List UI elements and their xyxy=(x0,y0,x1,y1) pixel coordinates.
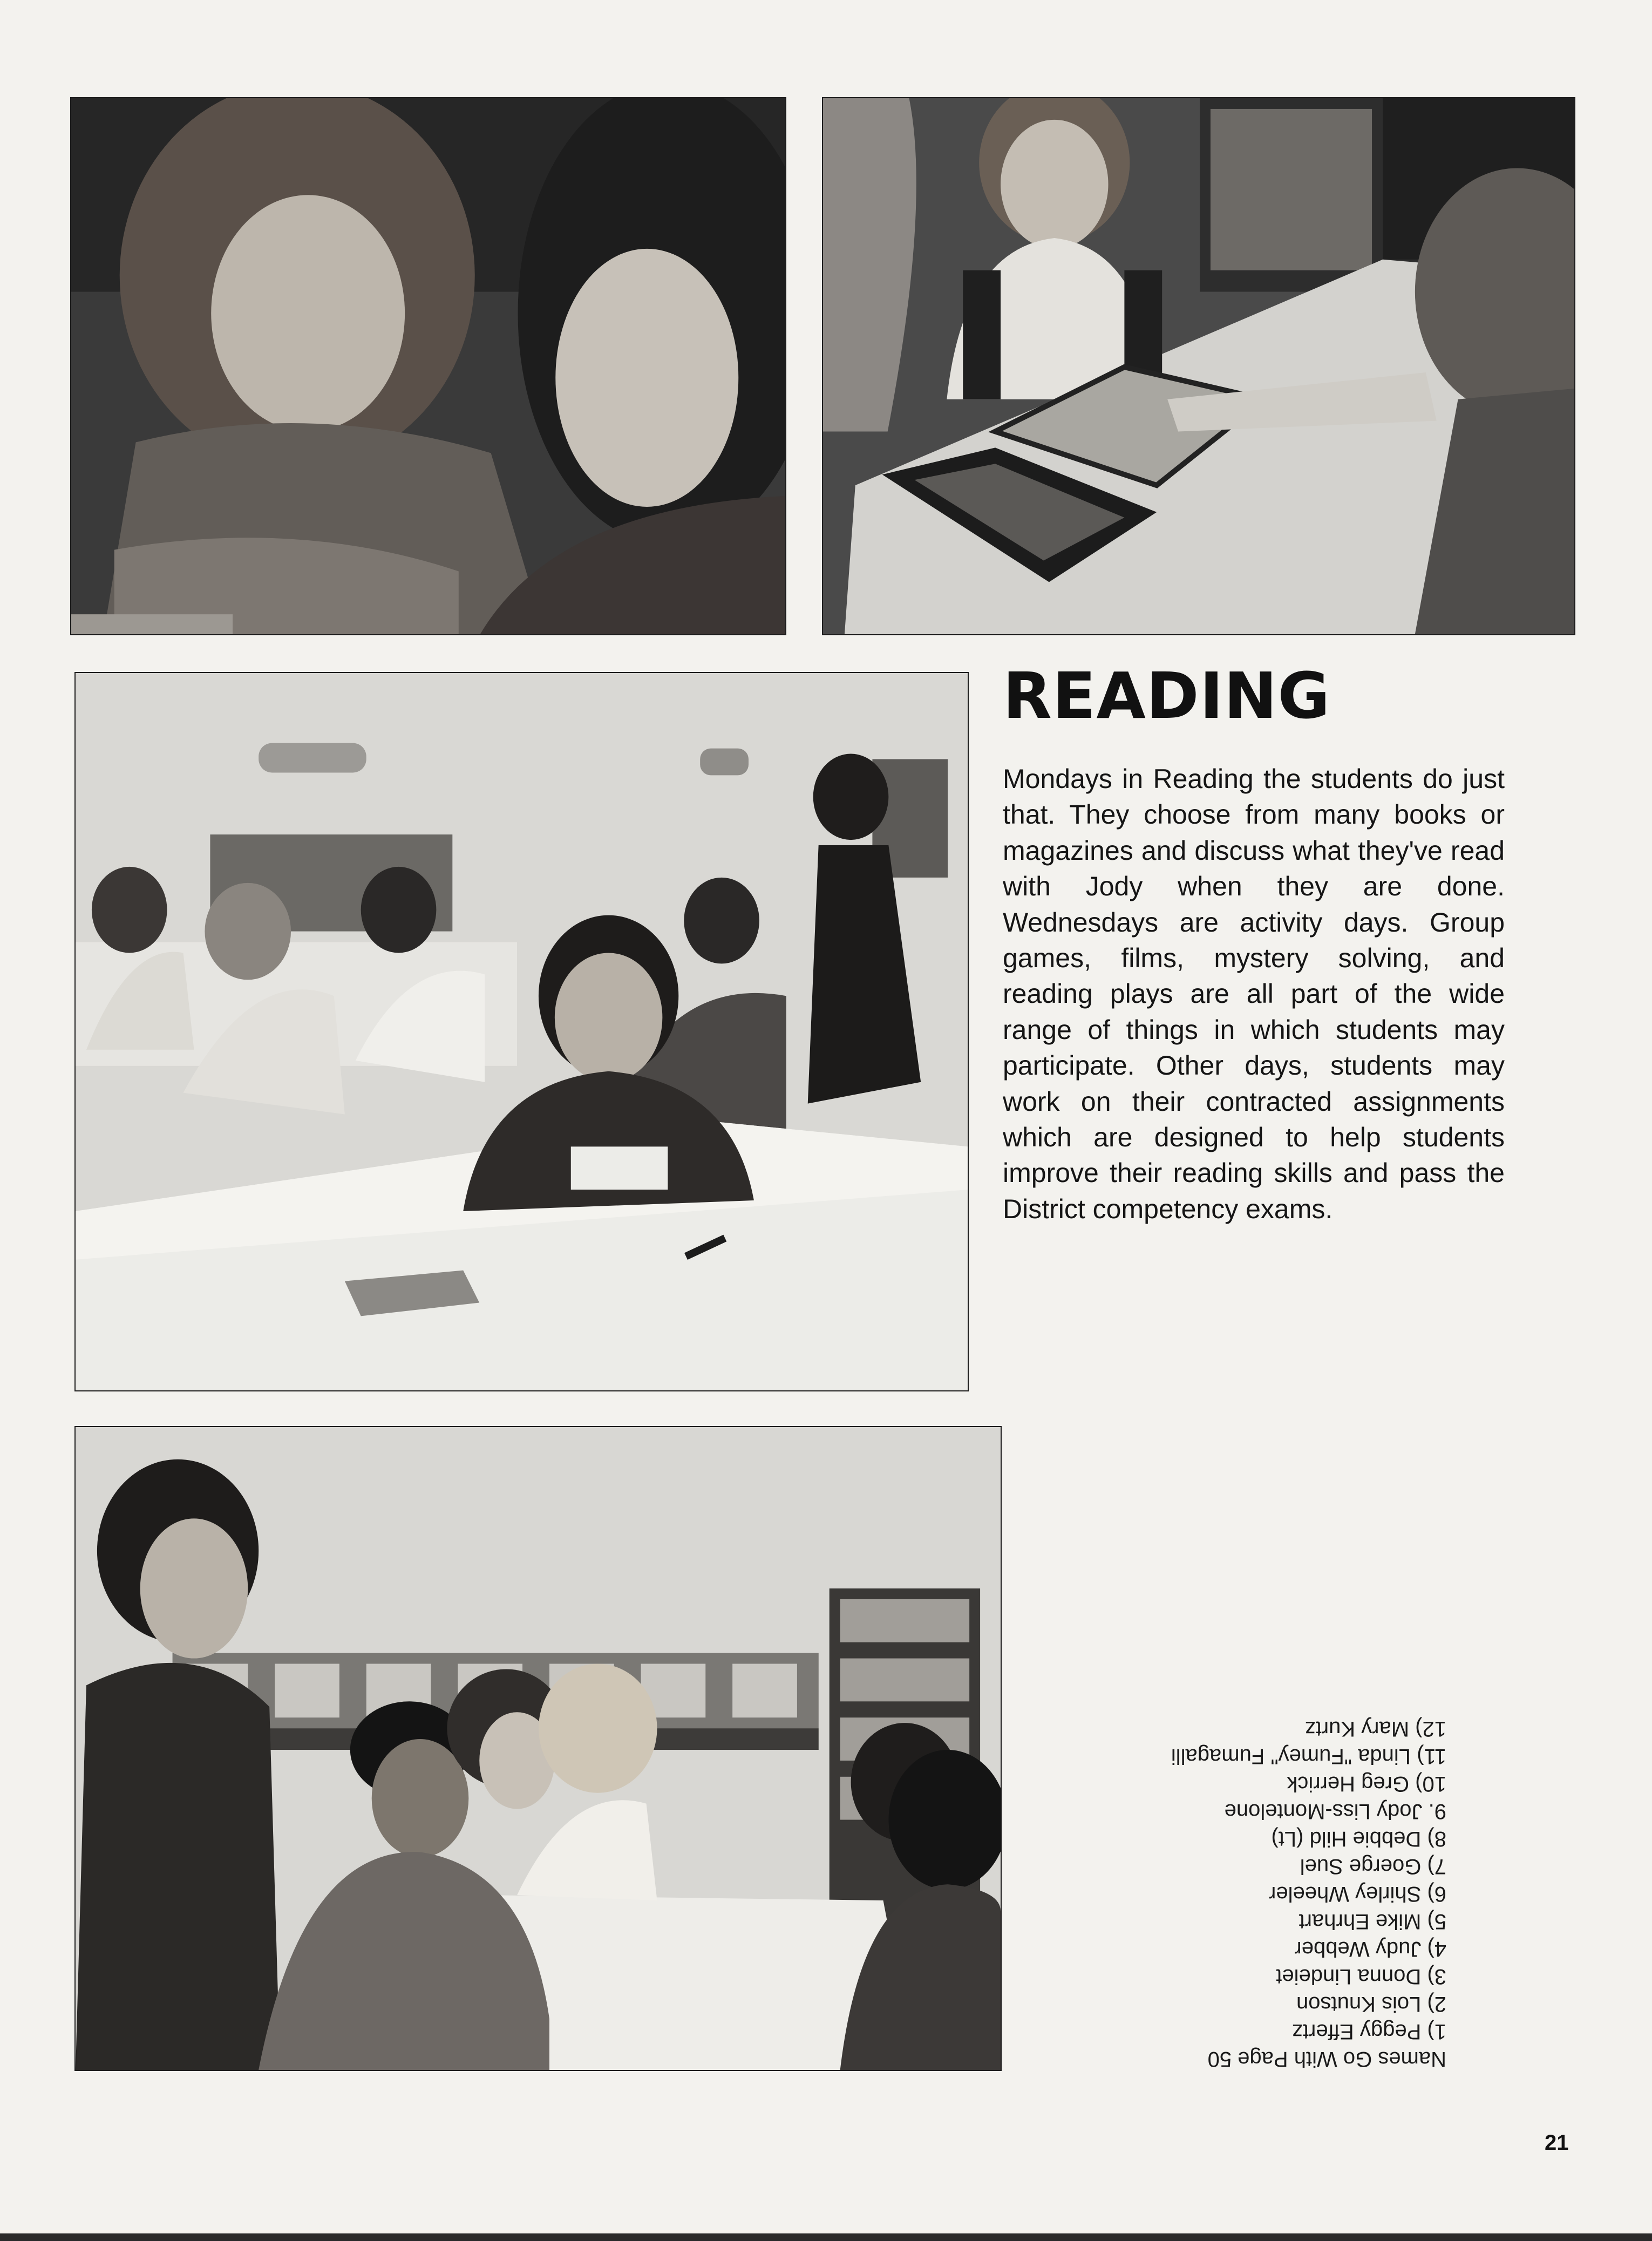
photo-students-at-table xyxy=(74,1426,1002,2071)
list-item: 7) Goerge Suel xyxy=(1300,1855,1446,1878)
photo-classroom-reading xyxy=(74,672,969,1391)
list-item: 12) Mary Kurtz xyxy=(1304,1717,1446,1741)
list-item: 11) Linda "Fumey" Fumagalli xyxy=(1171,1744,1446,1768)
page-title: READING xyxy=(1003,658,1331,733)
list-item: 9. Jody Liss-Montelone xyxy=(1224,1799,1446,1823)
list-item: 1) Peggy Effertz xyxy=(1291,2020,1446,2043)
page-bottom-edge xyxy=(0,2233,1652,2241)
page-number: 21 xyxy=(1545,2131,1569,2155)
names-caption-list xyxy=(1047,1716,1446,2073)
list-item: 4) Judy Webber xyxy=(1294,1937,1446,1961)
list-item: 6) Shirley Wheeler xyxy=(1268,1882,1446,1906)
list-item: 5) Mike Ehrhart xyxy=(1299,1910,1446,1933)
names-heading: Names Go With Page 50 xyxy=(1207,2047,1446,2071)
list-item: 10) Greg Herrick xyxy=(1287,1772,1446,1796)
photo-two-students-talking xyxy=(70,97,786,635)
photo-scrabble-game xyxy=(822,97,1575,635)
list-item: 2) Lois Knutson xyxy=(1296,1992,1446,2016)
article-body: Mondays in Reading the students do just that. They choose from many books or magazines and discuss what they've read with Jody when they are done. Wednesdays are activity days. Group games, films, mystery solving, and reading plays are all part of the wide range of things in which students may participate. Other days, students may work on their contracted assignments which are designed to help students improve their reading skills and pass the District competency exams. xyxy=(1003,764,1505,1224)
list-item: 3) Donna Lindeiet xyxy=(1276,1965,1446,1988)
list-item: 8) Debbie Hild (Lt) xyxy=(1271,1827,1446,1851)
